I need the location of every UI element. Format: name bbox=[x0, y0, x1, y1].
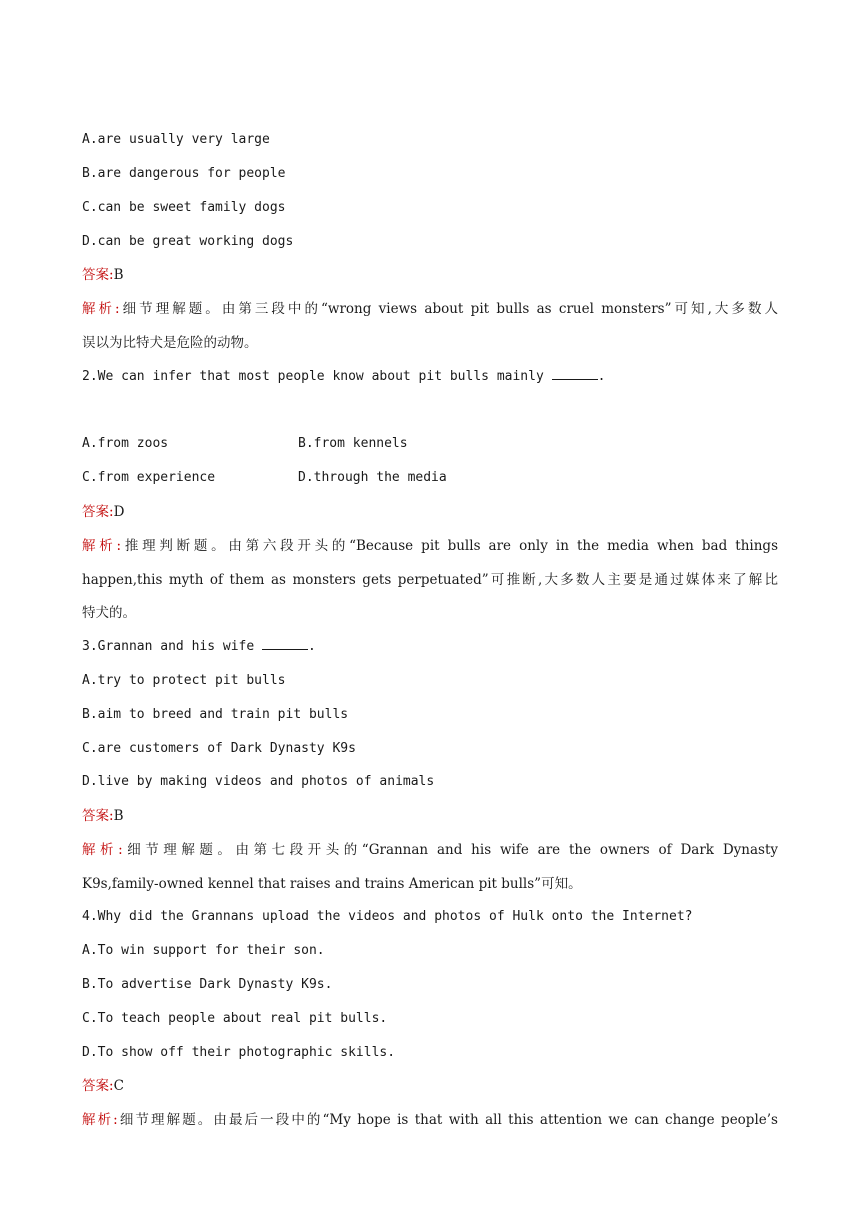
answer-label: 答案: bbox=[82, 1078, 114, 1094]
analysis-text: 推理判断题。由第六段开头的“Because pit bulls are only in the media when bad things bbox=[121, 538, 778, 554]
q2-analysis-line-3: 特犬的。 bbox=[82, 605, 136, 621]
q4-option-c: C.To teach people about real pit bulls. bbox=[82, 1011, 388, 1026]
q2-option-d: D.through the media bbox=[298, 470, 447, 485]
q2-options-row-2 bbox=[82, 468, 447, 488]
answer-value: C bbox=[113, 1078, 124, 1094]
q1-analysis-line-2: 误以为比特犬是危险的动物。 bbox=[82, 335, 258, 351]
q4-analysis-line-1 bbox=[82, 1110, 778, 1130]
answer-value: B bbox=[113, 267, 124, 283]
analysis-text: 细节理解题。由最后一段中的“My hope is that with all this attention we can change people’s bbox=[117, 1112, 778, 1128]
q1-option-a: A.are usually very large bbox=[82, 132, 270, 147]
q4-option-a: A.To win support for their son. bbox=[82, 943, 325, 958]
q1-option-b: B.are dangerous for people bbox=[82, 166, 286, 181]
analysis-text: 细节理解题。由第七段开头的“Grannan and his wife are the owners of Dark Dynasty bbox=[122, 842, 778, 858]
q1-option-d: D.can be great working dogs bbox=[82, 234, 294, 249]
answer-blank bbox=[552, 367, 598, 380]
q3-analysis-line-2: K9s,family-owned kennel that raises and trains American pit bulls”可知。 bbox=[82, 876, 582, 892]
q2-analysis-line-1 bbox=[82, 536, 778, 556]
stem-period: . bbox=[597, 369, 606, 384]
q2-option-a: A.from zoos bbox=[82, 436, 169, 451]
analysis-text: 细节理解题。由第三段中的“wrong views about pit bulls as cruel monsters”可知,大多数人 bbox=[119, 301, 778, 317]
analysis-label: 解析: bbox=[82, 538, 122, 554]
q3-stem bbox=[82, 637, 316, 657]
q3-option-c: C.are customers of Dark Dynasty K9s bbox=[82, 741, 356, 756]
q1-option-c: C.can be sweet family dogs bbox=[82, 200, 286, 215]
q4-option-d: D.To show off their photographic skills. bbox=[82, 1045, 396, 1060]
q2-analysis-line-2: happen,this myth of them as monsters gets perpetuated”可推断,大多数人主要是通过媒体来了解比 bbox=[82, 572, 778, 588]
q1-answer bbox=[82, 265, 123, 285]
q2-option-b: B.from kennels bbox=[298, 436, 408, 451]
question-stem: 2.We can infer that most people know about pit bulls mainly bbox=[82, 369, 544, 384]
q2-option-c: C.from experience bbox=[82, 470, 216, 485]
analysis-label: 解析: bbox=[82, 842, 123, 858]
q3-option-a: A.try to protect pit bulls bbox=[82, 673, 286, 688]
answer-blank bbox=[262, 637, 308, 650]
q3-option-d: D.live by making videos and photos of animals bbox=[82, 774, 435, 789]
analysis-label: 解析: bbox=[82, 301, 120, 317]
stem-period: . bbox=[308, 639, 316, 654]
q2-stem bbox=[82, 367, 605, 387]
answer-label: 答案: bbox=[82, 808, 114, 824]
q4-stem: 4.Why did the Grannans upload the videos and photos of Hulk onto the Internet? bbox=[82, 909, 693, 924]
analysis-label: 解析: bbox=[82, 1112, 118, 1128]
answer-label: 答案: bbox=[82, 267, 114, 283]
q3-option-b: B.aim to breed and train pit bulls bbox=[82, 707, 349, 722]
q1-analysis-line-1 bbox=[82, 299, 778, 319]
q4-option-b: B.To advertise Dark Dynasty K9s. bbox=[82, 977, 333, 992]
q3-answer bbox=[82, 806, 123, 826]
q2-answer bbox=[82, 502, 124, 522]
q3-analysis-line-1 bbox=[82, 840, 778, 860]
answer-value: B bbox=[113, 808, 124, 824]
q4-answer bbox=[82, 1076, 124, 1096]
q2-options-row-1 bbox=[82, 434, 408, 454]
question-stem: 3.Grannan and his wife bbox=[82, 639, 255, 654]
answer-label: 答案: bbox=[82, 504, 114, 520]
answer-value: D bbox=[113, 504, 125, 520]
